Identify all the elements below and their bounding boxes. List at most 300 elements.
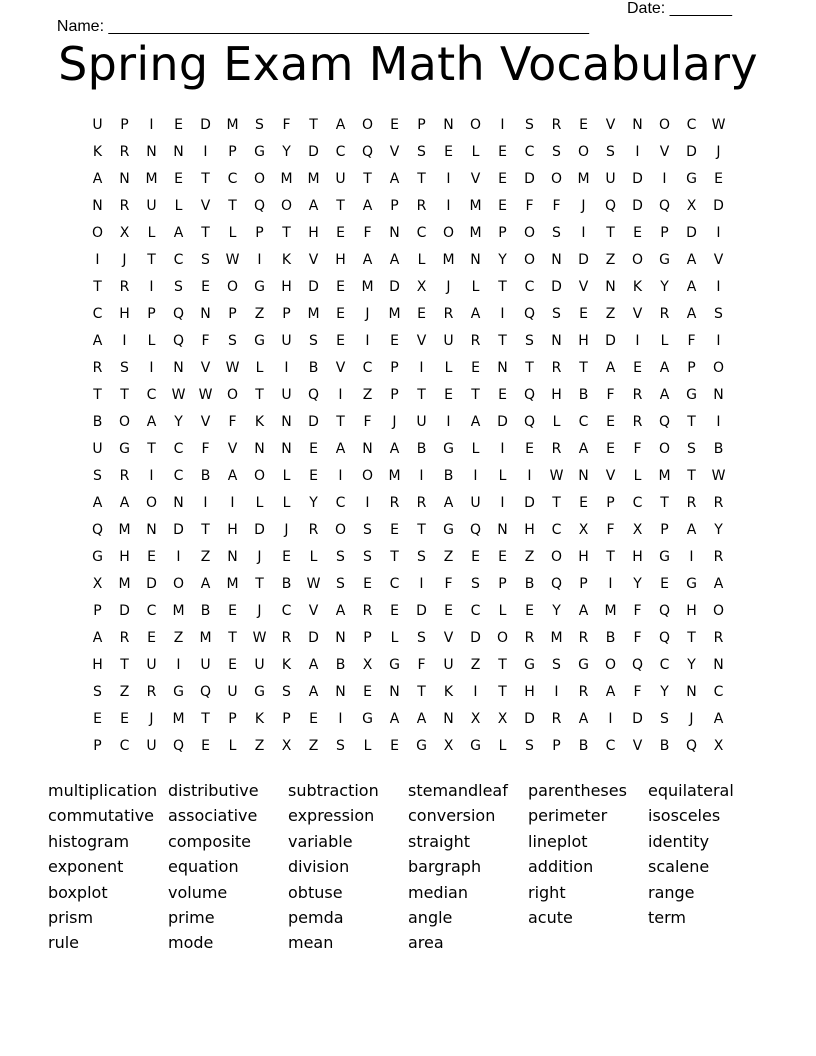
grid-letter: O [496,629,509,646]
grid-letter: M [307,170,320,187]
grid-letter: T [201,521,210,538]
grid-letter: B [281,575,292,592]
grid-letter: X [632,521,643,538]
grid-letter: X [713,737,724,754]
grid-letter: U [281,332,292,349]
grid-letter: N [173,494,184,511]
grid-letter: O [253,467,266,484]
grid-letter: U [146,737,157,754]
word-list-item: rule [48,933,80,953]
word-list-item: parentheses [528,781,627,800]
grid-letter: A [92,170,103,187]
grid-letter: I [500,440,505,457]
grid-letter: G [659,251,670,268]
grid-letter: A [416,710,427,727]
grid-letter: H [578,332,589,349]
grid-letter: M [658,467,671,484]
grid-letter: Q [469,521,482,538]
grid-letter: N [119,170,130,187]
name-field[interactable]: Name: ______________________________________________________ [56,18,589,35]
grid-letter: M [307,305,320,322]
grid-letter: U [254,656,265,673]
word-list-item: obtuse [288,882,343,902]
grid-letter: T [120,656,129,673]
grid-letter: A [470,413,481,430]
grid-letter: I [338,710,343,727]
grid-letter: A [335,116,346,133]
grid-letter: I [689,548,694,565]
grid-letter: N [632,116,643,133]
grid-letter: G [686,170,697,187]
grid-letter: J [257,602,262,619]
grid-letter: G [254,278,265,295]
grid-letter: D [146,575,157,592]
grid-letter: O [172,575,185,592]
grid-letter: A [389,170,400,187]
grid-letter: Z [200,548,211,565]
grid-letter: H [524,683,535,700]
word-list-item: multiplication [48,781,158,800]
word-list-item: division [288,857,350,877]
grid-letter: P [660,224,669,241]
word-list-item: composite [168,831,252,851]
grid-letter: N [686,683,697,700]
grid-letter: R [470,332,481,349]
word-list-item: prime [168,907,215,927]
grid-letter: H [551,386,562,403]
grid-letter: M [280,170,293,187]
grid-letter: D [389,278,400,295]
grid-letter: I [446,413,451,430]
grid-letter: C [146,602,157,619]
grid-letter: G [470,737,481,754]
grid-letter: U [92,116,103,133]
grid-letter: R [551,116,562,133]
grid-letter: C [470,602,481,619]
grid-letter: G [254,683,265,700]
grid-letter: A [119,494,130,511]
grid-letter: E [498,197,507,214]
grid-letter: J [689,710,694,727]
grid-letter: F [687,332,696,349]
grid-letter: E [309,440,318,457]
grid-letter: P [120,116,129,133]
grid-letter: F [363,224,372,241]
grid-letter: I [635,143,640,160]
grid-letter: E [525,440,534,457]
grid-letter: R [119,143,130,160]
grid-letter: A [659,386,670,403]
grid-letter: Q [604,197,617,214]
grid-letter: L [498,467,507,484]
grid-letter: P [579,575,588,592]
grid-letter: F [552,197,561,214]
grid-letter: U [335,170,346,187]
grid-letter: S [201,251,210,268]
grid-letter: P [228,710,237,727]
grid-letter: L [228,224,237,241]
grid-letter: C [416,224,427,241]
grid-letter: C [92,305,103,322]
grid-letter: T [417,683,426,700]
grid-letter: K [632,278,643,295]
grid-letter: C [146,386,157,403]
grid-letter: G [92,548,103,565]
grid-letter: X [281,737,292,754]
grid-letter: S [417,629,426,646]
grid-letter: C [713,683,724,700]
grid-letter: S [363,521,372,538]
word-list-item: addition [528,857,594,877]
grid-letter: W [171,386,186,403]
grid-letter: J [581,197,586,214]
grid-letter: I [149,359,154,376]
grid-letter: N [254,440,265,457]
grid-letter: D [470,629,481,646]
grid-letter: C [281,602,292,619]
grid-letter: A [443,494,454,511]
grid-letter: O [226,386,239,403]
grid-letter: C [578,413,589,430]
grid-letter: S [417,143,426,160]
grid-letter: A [686,278,697,295]
grid-letter: E [498,386,507,403]
grid-letter: Q [172,332,185,349]
grid-letter: R [551,440,562,457]
grid-letter: B [335,656,346,673]
grid-letter: Z [605,305,616,322]
grid-letter: P [552,737,561,754]
grid-letter: W [306,575,321,592]
grid-letter: M [442,251,455,268]
grid-letter: C [632,494,643,511]
word-list-item: area [408,933,444,953]
grid-letter: Z [254,737,265,754]
grid-letter: Z [470,656,481,673]
grid-letter: Z [308,737,319,754]
word-list-item: histogram [48,831,130,851]
grid-letter: J [392,413,397,430]
grid-letter: S [471,575,480,592]
word-list-item: prism [48,907,94,927]
grid-letter: J [122,251,127,268]
grid-letter: Q [172,305,185,322]
grid-letter: I [527,467,532,484]
grid-letter: G [524,656,535,673]
grid-letter: E [714,170,723,187]
grid-letter: F [633,440,642,457]
grid-letter: R [578,683,589,700]
grid-letter: N [497,359,508,376]
word-list-item: exponent [48,857,124,877]
grid-letter: I [419,359,424,376]
grid-letter: S [552,143,561,160]
grid-letter: N [146,143,157,160]
grid-letter: D [200,116,211,133]
grid-letter: S [309,332,318,349]
grid-letter: I [500,494,505,511]
grid-letter: T [255,386,264,403]
grid-letter: F [633,602,642,619]
grid-letter: Y [282,143,291,160]
grid-letter: N [146,521,157,538]
grid-letter: O [712,602,725,619]
grid-letter: N [551,251,562,268]
grid-letter: V [200,359,211,376]
grid-letter: L [255,359,264,376]
grid-letter: H [92,656,103,673]
grid-letter: S [687,440,696,457]
grid-letter: T [498,332,507,349]
grid-letter: D [713,197,724,214]
grid-letter: L [147,224,156,241]
grid-letter: R [389,494,400,511]
grid-letter: I [122,332,127,349]
grid-letter: E [363,683,372,700]
grid-letter: R [524,629,535,646]
grid-letter: I [608,710,613,727]
grid-letter: R [632,413,643,430]
grid-letter: H [632,548,643,565]
grid-letter: A [578,710,589,727]
grid-letter: V [443,629,454,646]
grid-letter: S [228,332,237,349]
grid-letter: M [577,170,590,187]
grid-letter: L [228,737,237,754]
grid-letter: E [633,224,642,241]
grid-letter: A [578,440,589,457]
grid-letter: N [470,251,481,268]
grid-letter: E [309,710,318,727]
grid-letter: B [578,386,589,403]
grid-letter: A [308,197,319,214]
grid-letter: E [228,602,237,619]
grid-letter: R [713,494,724,511]
grid-letter: P [228,305,237,322]
word-list-item: scalene [648,857,710,877]
grid-letter: Q [550,575,563,592]
grid-letter: H [119,305,130,322]
grid-letter: I [203,143,208,160]
grid-letter: Q [658,629,671,646]
grid-letter: E [390,521,399,538]
grid-letter: N [227,548,238,565]
grid-letter: R [92,359,103,376]
grid-letter: P [606,494,615,511]
grid-letter: A [308,656,319,673]
grid-letter: A [227,467,238,484]
word-list-item: acute [528,907,573,927]
grid-letter: T [687,413,696,430]
grid-letter: U [443,332,454,349]
grid-letter: H [308,224,319,241]
grid-letter: I [446,197,451,214]
grid-letter: E [660,575,669,592]
grid-letter: I [149,116,154,133]
word-list-item: conversion [408,806,496,826]
grid-letter: U [146,656,157,673]
grid-letter: A [686,251,697,268]
grid-letter: R [281,629,292,646]
grid-letter: H [281,278,292,295]
grid-letter: L [282,467,291,484]
grid-letter: B [308,359,319,376]
grid-letter: U [443,656,454,673]
grid-letter: Y [660,278,669,295]
grid-letter: Q [172,737,185,754]
grid-letter: X [470,710,481,727]
grid-letter: B [200,602,211,619]
grid-letter: O [523,224,536,241]
word-list-item: range [648,882,695,902]
grid-letter: V [632,737,643,754]
grid-letter: V [308,602,319,619]
grid-letter: T [417,170,426,187]
grid-letter: D [632,710,643,727]
grid-letter: I [635,332,640,349]
grid-letter: Q [631,656,644,673]
grid-letter: E [201,278,210,295]
grid-letter: A [146,413,157,430]
grid-letter: I [338,386,343,403]
grid-letter: T [228,197,237,214]
grid-letter: P [660,521,669,538]
grid-letter: R [119,278,130,295]
grid-letter: N [713,656,724,673]
grid-letter: E [390,116,399,133]
grid-letter: V [200,413,211,430]
word-list-item: equation [168,857,239,877]
grid-letter: L [390,629,399,646]
grid-letter: X [416,278,427,295]
grid-letter: A [200,575,211,592]
grid-letter: L [282,494,291,511]
grid-letter: O [118,413,131,430]
grid-letter: M [604,602,617,619]
grid-letter: M [550,629,563,646]
grid-letter: S [363,548,372,565]
grid-letter: T [606,224,615,241]
grid-letter: F [444,575,453,592]
grid-letter: L [498,737,507,754]
grid-letter: L [255,494,264,511]
grid-letter: E [606,440,615,457]
grid-letter: G [416,737,427,754]
grid-letter: C [335,494,346,511]
grid-letter: Y [714,521,723,538]
grid-letter: D [524,710,535,727]
grid-letter: K [254,413,265,430]
grid-letter: D [308,413,319,430]
grid-letter: T [579,359,588,376]
grid-letter: O [604,656,617,673]
grid-letter: B [200,467,211,484]
grid-letter: G [443,521,454,538]
grid-letter: N [713,386,724,403]
grid-letter: M [388,467,401,484]
grid-letter: G [686,386,697,403]
grid-letter: Y [552,602,561,619]
grid-letter: O [361,467,374,484]
grid-letter: T [687,467,696,484]
grid-letter: P [282,305,291,322]
grid-letter: I [149,467,154,484]
grid-letter: D [632,197,643,214]
grid-letter: E [147,548,156,565]
grid-letter: C [119,737,130,754]
grid-letter: V [659,143,670,160]
grid-letter: S [93,467,102,484]
grid-letter: E [93,710,102,727]
grid-letter: B [92,413,103,430]
grid-letter: S [417,548,426,565]
grid-letter: L [417,251,426,268]
grid-letter: N [281,413,292,430]
grid-letter: H [578,548,589,565]
grid-letter: U [200,656,211,673]
grid-letter: E [363,575,372,592]
grid-letter: A [389,710,400,727]
grid-letter: M [361,278,374,295]
grid-letter: S [174,278,183,295]
grid-letter: B [524,575,535,592]
grid-letter: F [282,116,291,133]
grid-letter: C [362,359,373,376]
grid-letter: F [633,629,642,646]
grid-letter: V [416,332,427,349]
grid-letter: P [417,116,426,133]
grid-letter: R [146,683,157,700]
grid-letter: L [552,413,561,430]
grid-letter: A [686,305,697,322]
grid-letter: L [660,332,669,349]
grid-letter: T [498,683,507,700]
grid-letter: A [308,683,319,700]
grid-letter: B [605,629,616,646]
grid-letter: V [578,278,589,295]
grid-letter: L [147,332,156,349]
grid-letter: V [389,143,400,160]
grid-letter: O [469,116,482,133]
grid-letter: T [282,224,291,241]
grid-letter: Q [199,683,212,700]
grid-letter: M [145,170,158,187]
grid-letter: T [201,170,210,187]
grid-letter: M [172,710,185,727]
word-list-item: equilateral [648,781,734,800]
date-field[interactable]: Date: _______ [627,0,732,17]
word-list-item: expression [288,806,375,826]
grid-letter: S [552,305,561,322]
grid-letter: D [254,521,265,538]
word-list-item: angle [408,907,453,927]
grid-letter: R [551,710,562,727]
grid-letter: G [119,440,130,457]
grid-letter: R [119,197,130,214]
grid-letter: F [633,683,642,700]
grid-letter: E [633,359,642,376]
grid-letter: C [605,737,616,754]
grid-letter: W [225,251,240,268]
word-list-item: boxplot [48,882,108,902]
grid-letter: O [523,251,536,268]
grid-letter: T [93,278,102,295]
grid-letter: S [552,656,561,673]
word-list-item: commutative [48,806,155,826]
grid-letter: A [362,197,373,214]
grid-letter: S [120,359,129,376]
grid-letter: I [446,170,451,187]
